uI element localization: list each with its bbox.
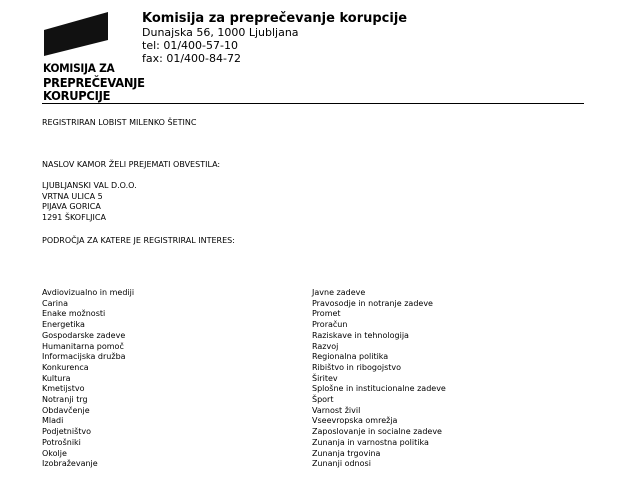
interest-area: Vseevropska omrežja: [312, 416, 398, 426]
interest-area: Splošne in institucionalne zadeve: [312, 384, 446, 394]
interest-areas-left: [42, 288, 134, 470]
interest-area: Enake možnosti: [42, 309, 106, 319]
interest-area: Promet: [312, 309, 341, 319]
interest-area: Informacijska družba: [42, 352, 126, 362]
interest-area: Energetika: [42, 320, 85, 330]
interest-area: Javne zadeve: [312, 288, 366, 297]
interest-areas-right: [312, 288, 446, 470]
interest-area: Širitev: [312, 373, 338, 383]
interest-area: Mladi: [42, 416, 64, 426]
interest-areas-heading: PODROČJA ZA KATERE JE REGISTRIRAL INTERES:: [42, 236, 235, 245]
interest-area: Zunanja trgovina: [312, 448, 381, 458]
logo-mark-icon: [42, 12, 112, 56]
logo-wordmark: [43, 62, 145, 103]
interest-area: Raziskave in tehnologija: [312, 330, 409, 340]
interest-area: Izobraževanje: [42, 459, 98, 469]
logo-line-1: KOMISIJA ZA: [43, 61, 115, 75]
address-line: VRTNA ULICA 5: [42, 191, 103, 201]
interest-area: Varnost živil: [312, 405, 361, 415]
organization-address: Dunajska 56, 1000 Ljubljana: [142, 26, 299, 39]
interest-area: Proračun: [312, 320, 348, 330]
interest-area: Regionalna politika: [312, 352, 389, 362]
interest-area: Kmetijstvo: [42, 384, 85, 394]
address-line: 1291 ŠKOFLJICA: [42, 213, 106, 223]
letterhead: [142, 11, 407, 65]
interest-area: Ribištvo in ribogojstvo: [312, 362, 402, 372]
address-line: PIJAVA GORICA: [42, 202, 101, 212]
address-line: LJUBLJANSKI VAL D.O.O.: [42, 181, 137, 190]
interest-area: Šport: [312, 395, 334, 405]
interest-area: Notranji trg: [42, 395, 88, 405]
notification-address: [42, 181, 137, 224]
logo-line-2: PREPREČEVANJE: [43, 74, 145, 90]
interest-area: Gospodarske zadeve: [42, 330, 126, 340]
organization-name: Komisija za preprečevanje korupcije: [142, 11, 408, 26]
interest-area: Avdiovizualno in mediji: [42, 288, 135, 297]
interest-area: Konkurenca: [42, 362, 89, 372]
interest-area: Kultura: [42, 373, 71, 383]
interest-area: Zunanji odnosi: [312, 459, 371, 469]
interest-area: Obdavčenje: [42, 405, 90, 415]
interest-area: Okolje: [42, 448, 67, 458]
interest-area: Zaposlovanje in socialne zadeve: [312, 427, 442, 437]
registered-lobbyist: REGISTRIRAN LOBIST MILENKO ŠETINC: [42, 118, 197, 127]
notification-address-heading: NASLOV KAMOR ŽELI PREJEMATI OBVESTILA:: [42, 160, 221, 169]
interest-area: Zunanja in varnostna politika: [312, 437, 429, 447]
interest-area: Humanitarna pomoč: [42, 341, 124, 351]
interest-area: Carina: [42, 298, 68, 308]
interest-area: Podjetništvo: [42, 427, 92, 437]
header-divider: [42, 103, 584, 104]
organization-phone: tel: 01/400-57-10: [142, 39, 238, 52]
interest-area: Potrošniki: [42, 437, 81, 447]
logo-line-3: KORUPCIJE: [43, 88, 111, 103]
interest-area: Pravosodje in notranje zadeve: [312, 298, 433, 308]
commission-logo: [42, 12, 145, 104]
organization-fax: fax: 01/400-84-72: [142, 52, 241, 65]
interest-area: Razvoj: [312, 341, 339, 351]
